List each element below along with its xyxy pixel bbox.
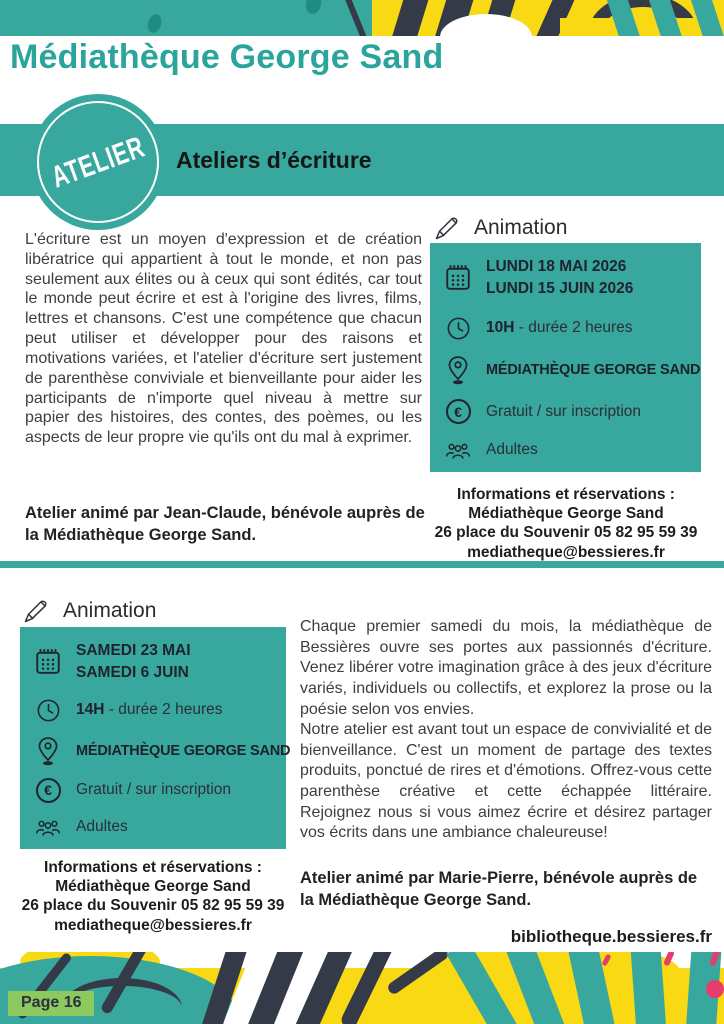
- event-dates: LUNDI 18 MAI 2026 LUNDI 15 JUIN 2026: [486, 258, 634, 298]
- info-row-audience: [33, 815, 273, 839]
- pen-icon: [22, 597, 50, 625]
- atelier-badge: [30, 94, 166, 230]
- contact-email: mediatheque@bessieres.fr: [467, 543, 665, 561]
- info-row-dates: [33, 640, 273, 685]
- contact-line: 26 place du Souvenir 05 82 95 59 39: [434, 524, 698, 542]
- animation-label: Animation: [63, 599, 157, 622]
- event-info-box: [430, 243, 701, 472]
- euro-icon: €: [446, 399, 471, 424]
- contact-line: Médiathèque George Sand: [468, 505, 664, 523]
- euro-icon: €: [36, 778, 61, 803]
- event-time: 10H - durée 2 heures: [486, 319, 633, 337]
- people-icon: [443, 438, 473, 462]
- contact-block: [8, 858, 298, 935]
- info-row-audience: [443, 438, 688, 462]
- animation-label: Animation: [474, 216, 568, 239]
- contact-line: Informations et réservations :: [44, 859, 262, 876]
- page-title: Médiathèque George Sand: [10, 38, 444, 76]
- info-row-time: [33, 697, 273, 724]
- people-icon: [33, 815, 63, 839]
- event-audience: Adultes: [76, 818, 128, 835]
- contact-line: Informations et réservations :: [457, 486, 675, 503]
- section-divider: [0, 561, 724, 568]
- info-row-location: [33, 736, 291, 766]
- event-dates: SAMEDI 23 MAI SAMEDI 6 JUIN: [76, 642, 191, 682]
- badge-label: ATELIER: [46, 129, 149, 194]
- info-row-price: [443, 399, 688, 424]
- pink-accent: [706, 980, 724, 998]
- pen-icon: [433, 214, 461, 242]
- credit-line: Atelier animé par Marie-Pierre, bénévole auprès de la Médiathèque George Sand.: [300, 869, 698, 909]
- top-decorative-band: [0, 0, 724, 36]
- event-location: MÉDIATHÈQUE GEORGE SAND: [76, 742, 291, 759]
- contact-line: 26 place du Souvenir 05 82 95 59 39: [21, 897, 285, 915]
- banner-title: Ateliers d’écriture: [176, 146, 372, 173]
- contact-line: Médiathèque George Sand: [55, 878, 251, 896]
- info-row-time: [443, 315, 688, 342]
- page-number-badge: Page 16: [8, 991, 94, 1016]
- location-pin-icon: [443, 355, 473, 385]
- event-price: Gratuit / sur inscription: [76, 781, 232, 799]
- event-info-box: [20, 627, 291, 849]
- event-time: 14H - durée 2 heures: [76, 701, 223, 719]
- info-row-location: [443, 355, 701, 385]
- contact-block: [424, 485, 708, 562]
- animation-header: [22, 597, 156, 625]
- event-audience: Adultes: [486, 441, 538, 458]
- website-url: bibliotheque.bessieres.fr: [510, 927, 712, 946]
- clock-icon: [33, 697, 63, 724]
- animation-header: [433, 214, 567, 242]
- info-row-dates: [443, 256, 688, 301]
- event-price: Gratuit / sur inscription: [486, 402, 642, 420]
- info-row-price: [33, 778, 273, 803]
- event-location: MÉDIATHÈQUE GEORGE SAND: [486, 362, 701, 379]
- credit-line: Atelier animé par Jean-Claude, bénévole auprès de la Médiathèque George Sand.: [25, 504, 425, 544]
- location-pin-icon: [33, 736, 63, 766]
- bottom-decorative-band: [0, 952, 724, 1024]
- contact-email: mediatheque@bessieres.fr: [54, 916, 252, 934]
- calendar-icon: [443, 263, 473, 293]
- intro-paragraph: L'écriture est un moyen d'expression et de création libératrice qui appartient à tout le monde, et non pas seulement aux élites ou à ceux qui sont édités, car tout le monde peut écrire et est à l'origine des livres, films, lettres et chansons. C'est une compétence que chacun peut utiliser et développer pour des raisons et motivations variées, et l'atelier d'écriture sert justement de parenthèse conviviale et bienveillante pour aider les participants de n'importe quel niveau à mettre sur papier des histoires, des contes, des poèmes, ou les aspects de leur propre vie qu'ils ont du mal à exprimer.: [25, 231, 422, 447]
- description-paragraph: Chaque premier samedi du mois, la médiathèque de Bessières ouvre ses portes aux passionnés d'écriture. Venez libérer votre imagination grâce à des jeux d'écriture variés, individuels ou collectifs, et explorez la prose ou la poésie selon vos envies. Notre atelier est avant tout un espace de convivialité et de bienveillance. C'est un moment de partage des textes produits, ponctué de rires et d'émotions. Offrez-vous cette parenthèse créative et cette échappée littéraire. Rejoignez nous si vous aimez écrire et désirez partager vos écrits dans une ambiance chaleureuse!: [300, 618, 712, 842]
- calendar-icon: [33, 647, 63, 677]
- clock-icon: [443, 315, 473, 342]
